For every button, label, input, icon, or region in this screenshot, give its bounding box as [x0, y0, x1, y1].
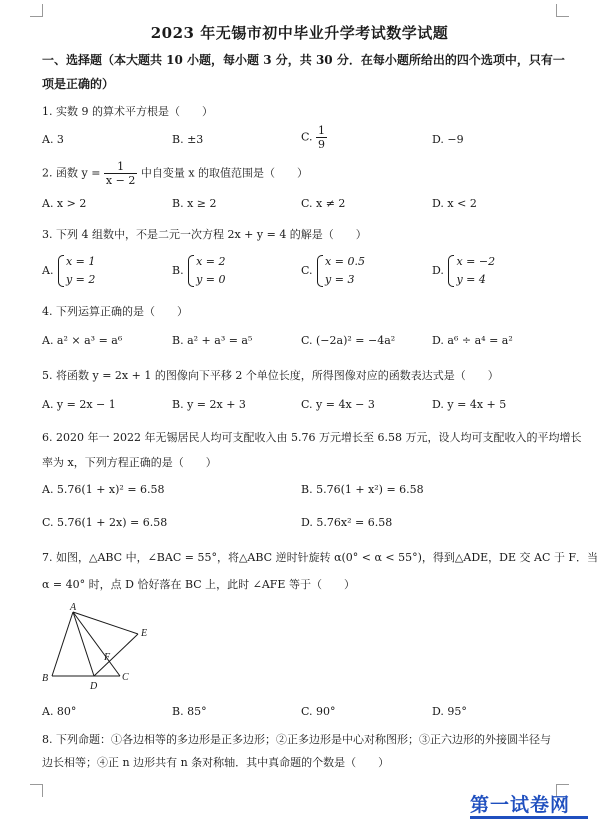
q3-d-eq1: x = −2 [456, 255, 496, 268]
q7-option-a: A. 80° [42, 705, 77, 718]
q3-c-eq1: x = 0.5 [325, 255, 365, 268]
segment-ab [52, 612, 73, 676]
section-heading: 一、选择题（本大题共 10 小题，每小题 3 分，共 30 分．在每小题所给出的四个选项中，只有一项是正确的） [42, 53, 565, 91]
q3-option-b [172, 253, 226, 289]
q1-fraction-denominator: 9 [318, 138, 326, 151]
q4-option-b: B. a² + a³ = a⁵ [172, 334, 253, 347]
q3-a-eq2: y = 2 [65, 273, 96, 286]
segment-de [94, 634, 138, 676]
label-b: B [42, 673, 49, 684]
label-c: C [122, 672, 129, 683]
page-title: 2023 年无锡市初中毕业升学考试数学试题 [150, 24, 449, 42]
q1-fraction-numerator: 1 [318, 124, 326, 137]
q7-stem-line1: 7. 如图，△ABC 中，∠BAC = 55°，将△ABC 逆时针旋转 α(0° < α < 55°)，得到△ADE，DE 交 AC 于 F．当 [42, 551, 598, 564]
q4-option-c: C. (−2a)² = −4a² [301, 334, 396, 347]
q4-option-d: D. a⁶ ÷ a⁴ = a² [432, 334, 513, 347]
q3-b-eq1: x = 2 [196, 255, 226, 268]
label-e: E [141, 628, 148, 639]
crop-mark-top-right [556, 4, 569, 17]
label-d: D [90, 681, 98, 692]
crop-mark-top-left [30, 4, 43, 17]
q2-stem-end: 中自变量 x 的取值范围是（ ） [140, 166, 309, 180]
q2-fraction [104, 160, 137, 187]
q2-option-c: C. x ≠ 2 [301, 197, 346, 210]
q3-a-eq1: x = 1 [65, 255, 96, 268]
q3-option-c [301, 253, 365, 289]
q3-option-c-system [316, 253, 365, 289]
watermark-underline [470, 816, 588, 819]
q5-stem: 5. 将函数 y = 2x + 1 的图像向下平移 2 个单位长度，所得图像对应的函数表达式是（ ） [42, 369, 499, 382]
q2-stem-start: 2. 函数 y = [42, 166, 101, 180]
q3-option-a-label: A. [42, 264, 54, 277]
q5-option-c: C. y = 4x − 3 [301, 398, 375, 411]
q4-option-a: A. a² × a³ = a⁶ [42, 334, 123, 347]
q3-option-d [432, 253, 495, 289]
q3-option-d-label: D. [432, 264, 444, 277]
q8-stem-line2: 边长相等；④正 n 边形共有 n 条对称轴．其中真命题的个数是（ ） [42, 756, 390, 769]
q2-option-a: A. x > 2 [42, 197, 87, 210]
q2-fraction-numerator: 1 [104, 160, 137, 174]
q6-option-b: B. 5.76(1 + x²) = 6.58 [301, 483, 424, 496]
watermark-logo: 第一试卷网 [470, 794, 571, 816]
q2-fraction-denominator: x − 2 [105, 174, 136, 187]
q2-stem [42, 160, 308, 187]
q7-option-d: D. 95° [432, 705, 467, 718]
q1-option-d: D. −9 [432, 133, 464, 146]
q3-option-a [42, 253, 95, 289]
q6-option-a: A. 5.76(1 + x)² = 6.58 [42, 483, 165, 496]
q2-option-d: D. x < 2 [432, 197, 477, 210]
q1-stem: 1. 实数 9 的算术平方根是（ ） [42, 105, 213, 118]
label-a: A [70, 602, 77, 613]
q6-option-c: C. 5.76(1 + 2x) = 6.58 [42, 516, 168, 529]
q7-geometry-figure [40, 600, 160, 692]
q1-option-b: B. ±3 [172, 133, 204, 146]
segment-ac [73, 612, 120, 676]
q3-option-d-system [447, 253, 495, 289]
q3-option-c-label: C. [301, 264, 313, 277]
q1-option-a: A. 3 [42, 133, 64, 146]
q8-stem-line1: 8. 下列命题：①各边相等的多边形是正多边形；②正多边形是中心对称图形；③正六边形的外接圆半径与 [42, 733, 551, 746]
q3-option-a-system [57, 253, 95, 289]
q7-stem-line2: α = 40° 时，点 D 恰好落在 BC 上，此时 ∠AFE 等于（ ） [42, 578, 355, 591]
q6-stem-line2: 率为 x，下列方程正确的是（ ） [42, 456, 217, 469]
q7-option-b: B. 85° [172, 705, 207, 718]
q5-option-a: A. y = 2x − 1 [42, 398, 116, 411]
q6-stem-line1: 6. 2020 年一 2022 年无锡居民人均可支配收入由 5.76 万元增长至 6.58 万元，设人均可支配收入的平均增长 [42, 431, 582, 444]
q6-option-d: D. 5.76x² = 6.58 [301, 516, 393, 529]
q2-option-b: B. x ≥ 2 [172, 197, 217, 210]
segment-ad [73, 612, 94, 676]
q3-b-eq2: y = 0 [196, 273, 226, 286]
q1-option-c [301, 124, 327, 151]
crop-mark-bottom-left [30, 784, 43, 797]
segment-ae [73, 612, 138, 634]
q3-d-eq2: y = 4 [456, 273, 486, 286]
q5-option-d: D. y = 4x + 5 [432, 398, 507, 411]
q1-option-c-label: C. [301, 130, 313, 144]
q3-c-eq2: y = 3 [325, 273, 355, 286]
q4-stem: 4. 下列运算正确的是（ ） [42, 305, 188, 318]
q5-option-b: B. y = 2x + 3 [172, 398, 246, 411]
q3-option-b-label: B. [172, 264, 184, 277]
q7-option-c: C. 90° [301, 705, 336, 718]
q1-fraction [316, 124, 327, 151]
q3-option-b-system [187, 253, 225, 289]
label-f: F [104, 652, 111, 663]
q3-stem: 3. 下列 4 组数中，不是二元一次方程 2x + y = 4 的解是（ ） [42, 228, 367, 241]
